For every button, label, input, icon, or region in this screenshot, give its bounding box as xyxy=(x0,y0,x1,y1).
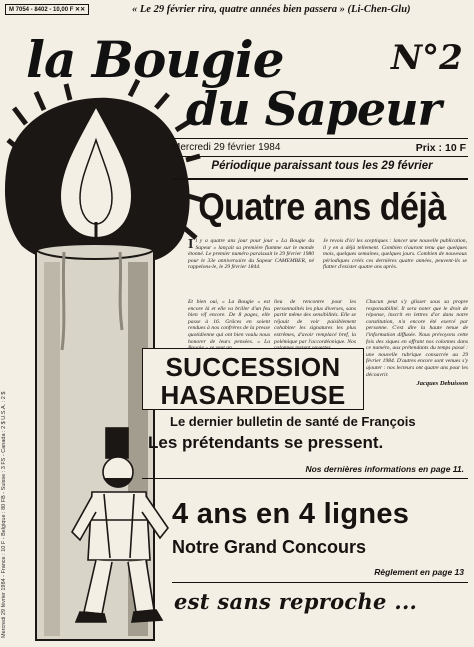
issue-code-box: M 7054 - 8402 - 10,00 F ✕✕ xyxy=(5,4,89,15)
masthead-title-line1: la Bougie xyxy=(26,30,284,89)
succession-page-reference: Nos dernières informations en page 11. xyxy=(305,464,464,474)
periodicity-line: Périodique paraissant tous les 29 février xyxy=(211,160,433,172)
succession-subhead-1: Le dernier bulletin de santé de François xyxy=(170,414,416,429)
divider xyxy=(172,156,468,157)
contest-page-reference: Règlement en page 13 xyxy=(374,567,464,577)
lead-column-3: Et bien oui, « La Bougie » est encore là et elle va briller d'un feu bien vif encore. De 8 pages, elle passe à 16. Grâces en soient rendues à nos confrères de la presse quotidienne qui ont bien voulu nous honorer de leurs pensées. « La xyxy=(188,299,270,345)
divider xyxy=(172,138,468,139)
lead-column-5: Chacun peut s'y glisser sous sa propre responsabilité. Il sera noter que le droit de réponse, inscrit en lettres d'or dans notre constitution, n'a encore été exercé par personne. C'est dire la haute tenue de l'information diffusée. Nous prévoyons cette fois des siques en offrant nos colonnes dans ce numéro, aux prétendants du temps passé : une nouvelle rubrique consacrée au 29 février 1984. D'autres encore sont venues s'y ajouter : nos lecteurs ont quatre ans pour les découvrir. xyxy=(366,299,468,378)
lead-column-1 xyxy=(188,238,314,294)
slogan: est sans reproche ... xyxy=(174,589,418,614)
issue-number: N°2 xyxy=(391,38,463,78)
lead-headline: Quatre ans déjà xyxy=(198,185,446,229)
contest-subhead: Notre Grand Concours xyxy=(172,537,367,557)
lead-column-4: lieu de rencontre pour les personnalités les plus diverses, sans partir même des sensibilités. Elle se réjouit de voir paisiblement cohabiter les signatures les plus extrêmes, d'avoir remplacé bref, la polémique par l'accordéonique. Nos xyxy=(274,299,356,345)
lead-column-2: Je revois d'ici les sceptiques : lancer une nouvelle publication, il y en a déjà tellement. Combien n'auront tenu que quelques mois, quelques semaines, quelques jours. Combien de nouveaux périodiques créés ces dernières quatre années, peuvent-ils se flatter d'exister quatre ans après. xyxy=(323,238,467,271)
issue-date: Mercredi 29 février 1984 xyxy=(172,142,281,153)
masthead-title-line2: du Sapeur xyxy=(186,82,441,136)
lead-column-1-text: l y a quatre ans jour pour jour « La Bougie du Sapeur » lançait sa première flamme sur le monde étonné. Le premier numéro paraissait le 29 février 1980 pour le 33e anniversaire du Sapeur CAMEMBER, né rappelons-le, le 29 février 1844. xyxy=(188,238,314,271)
succession-subhead-2: Les prétendants se pressent. xyxy=(148,433,384,452)
succession-headline-line1: SUCCESSION xyxy=(165,352,341,382)
article-signature: Jacques Debuisson xyxy=(416,380,468,387)
divider xyxy=(172,178,468,180)
divider xyxy=(142,478,468,479)
contest-headline: 4 ans en 4 lignes xyxy=(172,498,410,530)
drop-cap: I xyxy=(188,237,194,252)
spine-price-line: Mercredi 29 février 1984 - France : 10 F - Belgique : 80 FB - Suisse : 3 FS - Canada : 2 $ U.S.A. : 2 $ xyxy=(1,391,7,638)
divider xyxy=(172,582,468,583)
masthead-quote: « Le 29 février rira, quatre années bien passera » (Li-Chen-Glu) xyxy=(132,4,411,15)
issue-price: Prix : 10 F xyxy=(415,142,466,154)
succession-headline-line2: HASARDEUSE xyxy=(160,380,346,410)
